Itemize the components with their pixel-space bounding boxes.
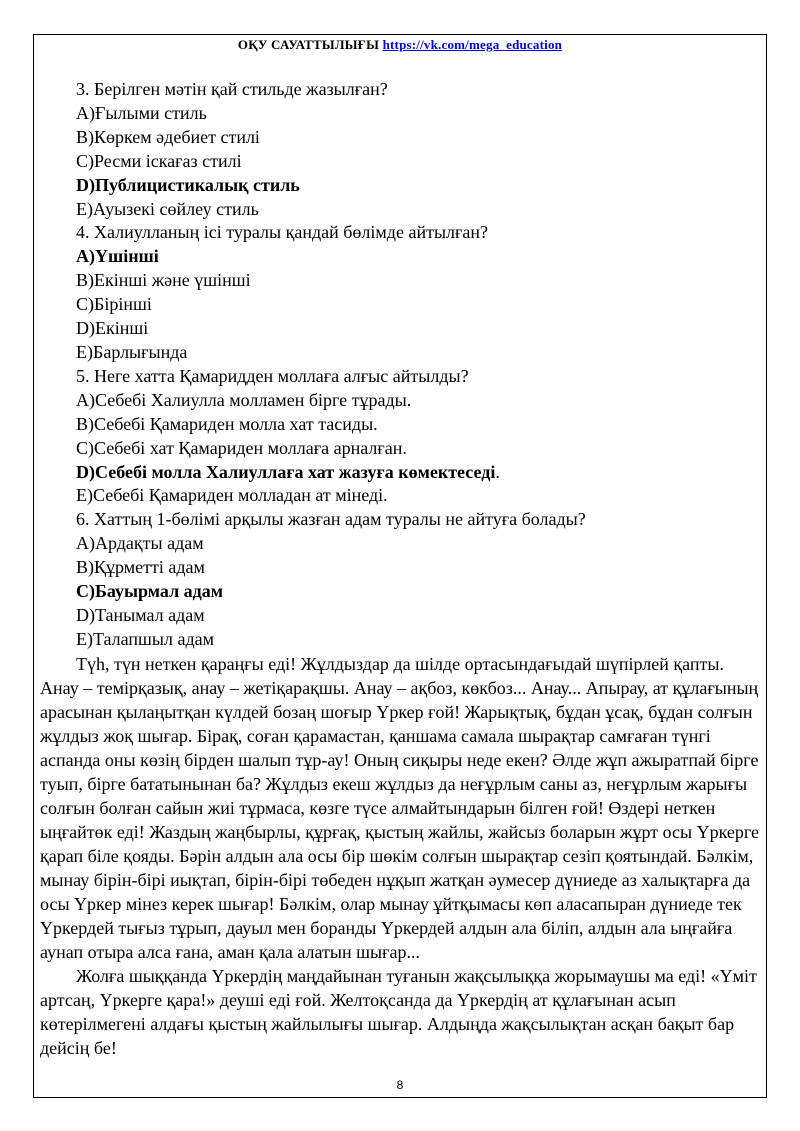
answer-option: C)Бірінші [76,294,152,315]
answer-option: C)Себебі хат Қамариден моллаға арналған. [76,437,407,458]
question-text: 6. Хаттың 1-бөлімі арқылы жазған адам туралы не айтуға болады? [76,509,586,530]
question-4 [40,221,762,364]
answer-option: A)Ардақты адам [76,533,204,554]
body-paragraph: Түһ, түн неткен қараңғы еді! Жұлдыздар да шілде ортасындағыдай шүпірлей қапты. Анау – темірқазық, анау – жетіқарақшы. Анау – ақбоз, көкбоз... Анау... Апырау, ат құлағының арасынан қылаңытқан күлдей бозаң шоғыр Үркер ғой! Жарықтық, бұдан ұсақ, бұдан солғын жұлдыз жоқ шығар. Бірақ, соған қарамастан, қаншама самала шырақтар самғаған түнгі аспанда оны көзің бірден шалып тұр-ау! Оның сиқыры неде екен? Әлде жұп ажыратпай бірге туып, бірге бататынынан ба? Жұлдыз екеш жұлдыз да неғұрлым саны аз, неғұрлым жарығы солғын болған сайын жиі тұрмаса, көзге түсе алмайтындарын білген ғой! Өздері неткен ыңғайтөк еді! Жаздың жаңбырлы, құрғақ, қыстың жайлы, жайсыз боларын жұрт осы Үркерге қарап біле қояды. Бәрін алдын ала осы бір шөкім солғын шырақтар сезіп қоятындай. Бәлкім, мынау бірін-бірі иықтап, бірін-бірі төбеден нұқып жатқан әумесер дүниеде аз халықтарға да осы Үркер мінез керек шығар! Бәлкім, олар мынау ұйтқымасы көп аласапыран дүниеде тек Үркердей тығыз тұрып, дауыл мен боранды Үркердей алдын ала біліп, алдын ала ыңғайға аунап отыра алса ғана, аман қала алатын шығар... [40,653,760,962]
answer-option-correct: D)Себебі молла Халиуллаға хат жазуға көмектеседі [76,461,496,482]
answer-option: B)Құрметті адам [76,557,205,578]
answer-option: E)Барлығында [76,341,188,362]
page-header [0,37,800,53]
question-3 [40,78,762,221]
answer-option: E)Талапшыл адам [76,628,215,649]
answer-option: D)Екінші [76,318,149,339]
answer-option-suffix: . [495,461,500,482]
answer-option: E)Себебі Қамариден молладан ат мінеді. [76,485,388,506]
header-link[interactable]: https://vk.com/mega_education [382,37,563,52]
question-text: 4. Халиулланың ісі туралы қандай бөлімде айтылған? [76,222,489,243]
body-paragraph: Жолға шыққанда Үркердің маңдайынан туғанын жақсылыққа жорымаушы ма еді! «Үміт артсаң, Үркерге қара!» деуші еді ғой. Желтоқсанда да Үркердің ат құлағынан асып көтерілмегені алдағы қыстың жайлылығы шығар. Алдыңда жақсылықтан асқан бақыт бар дейсің бе! [40,965,757,1058]
answer-option: B)Екінші және үшінші [76,270,251,291]
question-6 [40,508,762,651]
answer-option-correct: D)Публицистикалық стиль [76,174,300,195]
question-text: 3. Берілген мәтін қай стильде жазылған? [76,79,388,99]
answer-option-correct: C)Бауырмал адам [76,581,224,602]
answer-option: D)Танымал адам [76,604,205,625]
answer-option: A)Ғылыми стиль [76,102,207,123]
answer-option: E)Ауызекі сөйлеу стиль [76,198,259,219]
answer-option-correct: A)Үшінші [76,246,159,267]
question-5 [40,365,762,508]
header-title: ОҚУ САУАТТЫЛЫҒЫ [237,37,380,52]
answer-option: C)Ресми іскағаз стилі [76,150,242,171]
page-number: 8 [396,1078,404,1092]
answer-option: A)Себебі Халиулла молламен бірге тұрады. [76,389,412,410]
answer-option-correct-row [40,461,762,485]
answer-option: B)Себебі Қамариден молла хат тасиды. [76,413,378,434]
answer-option: B)Көркем әдебиет стилі [76,126,260,147]
document-body [40,78,762,1060]
question-text: 5. Неге хатта Қамаридден моллаға алғыс айтылды? [76,365,469,386]
